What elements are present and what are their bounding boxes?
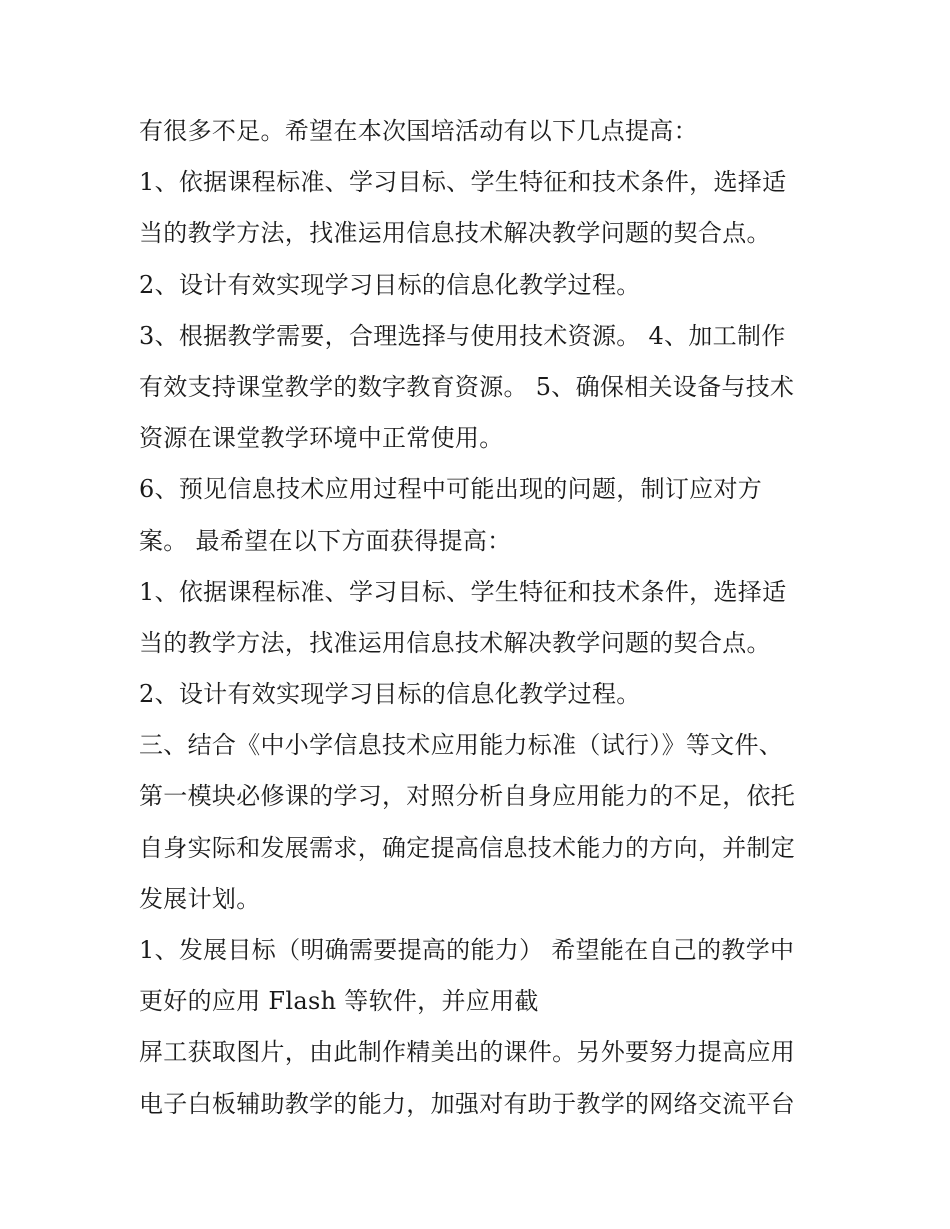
text-line-3: 当的教学方法，找准运用信息技术解决教学问题的契合点。: [139, 219, 771, 248]
text-line-17: 1、发展目标（明确需要提高的能力） 希望能在自己的教学中: [139, 936, 795, 964]
text-line-9: 案。 最希望在以下方面获得提高：: [139, 526, 512, 555]
text-line-15: 自身实际和发展需求，确定提高信息技术能力的方向，并制定: [139, 833, 796, 862]
text-line-19: 屏工获取图片，由此制作精美出的课件。另外要努力提高应用: [139, 1038, 796, 1067]
text-line-6: 有效支持课堂教学的数字教育资源。 5、确保相关设备与技术: [139, 372, 795, 401]
text-line-18: 更好的应用 Flash 等软件，并应用截: [139, 987, 539, 1016]
text-line-1: 有很多不足。希望在本次国培活动有以下几点提高：: [139, 117, 698, 145]
text-line-12: 2、设计有效实现学习目标的信息化教学过程。: [139, 680, 641, 709]
text-line-7: 资源在课堂教学环境中正常使用。: [139, 424, 504, 453]
text-line-13: 三、结合《中小学信息技术应用能力标准（试行）》等文件、: [139, 731, 784, 760]
text-line-11: 当的教学方法，找准运用信息技术解决教学问题的契合点。: [139, 628, 771, 657]
text-line-10: 1、依据课程标准、学习目标、学生特征和技术条件，选择适: [139, 577, 787, 606]
text-line-16: 发展计划。: [139, 884, 261, 913]
text-line-2: 1、依据课程标准、学习目标、学生特征和技术条件，选择适: [139, 168, 787, 197]
text-line-14: 第一模块必修课的学习，对照分析自身应用能力的不足，依托: [139, 782, 796, 811]
document-body: [139, 106, 829, 1130]
text-line-4: 2、设计有效实现学习目标的信息化教学过程。: [139, 270, 641, 299]
text-line-5: 3、根据教学需要，合理选择与使用技术资源。 4、加工制作: [139, 321, 786, 350]
text-line-20: 电子白板辅助教学的能力，加强对有助于教学的网络交流平台: [139, 1089, 796, 1118]
text-line-8: 6、预见信息技术应用过程中可能出现的问题，制订应对方: [139, 475, 763, 504]
